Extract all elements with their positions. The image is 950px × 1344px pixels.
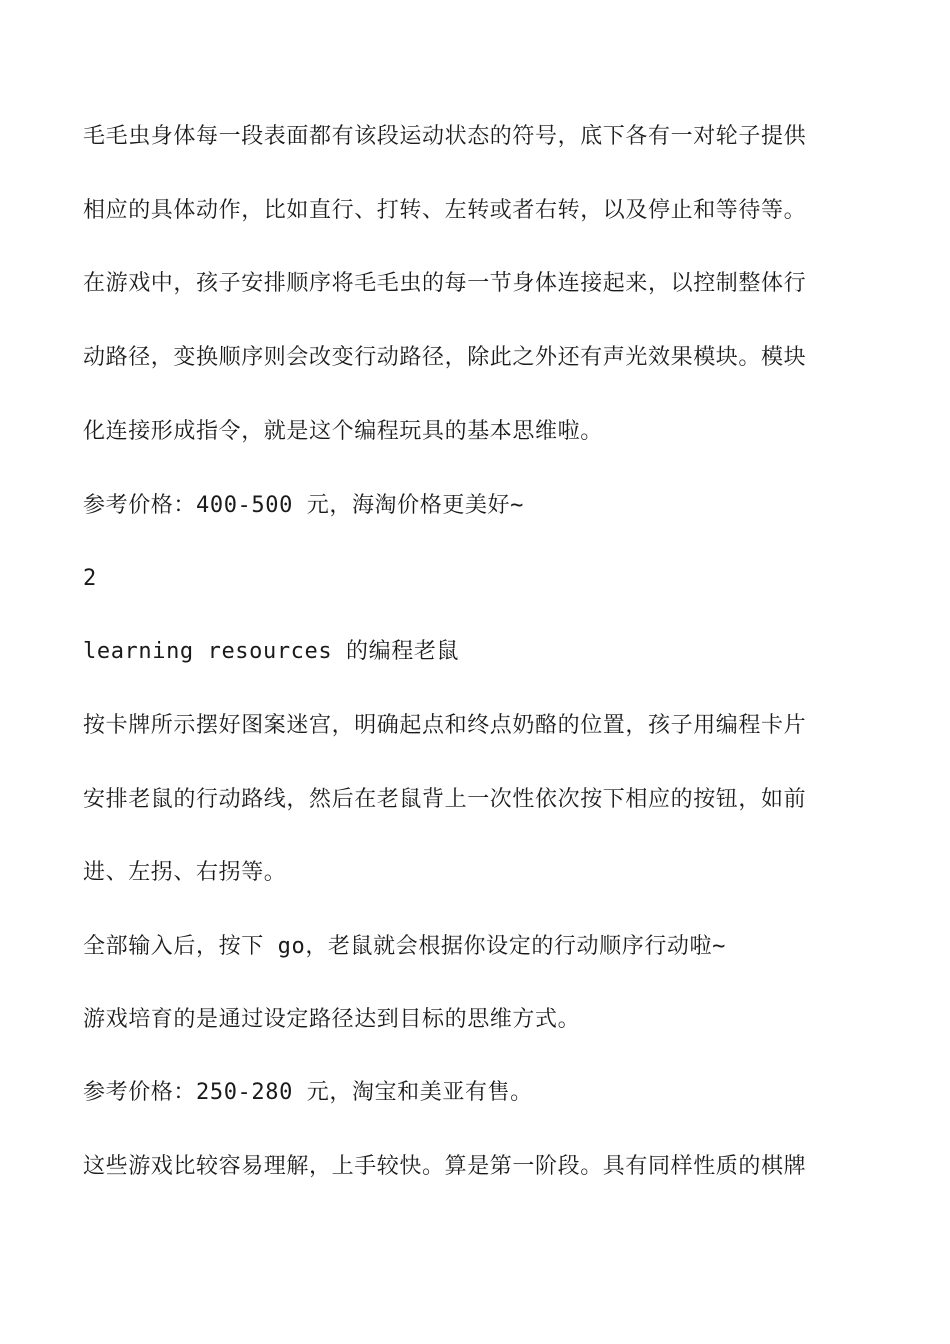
paragraph-line-6: 按卡牌所示摆好图案迷宫，明确起点和终点奶酪的位置，孩子用编程卡片	[83, 713, 807, 738]
paragraph-line-3: 在游戏中，孩子安排顺序将毛毛虫的每一节身体连接起来，以控制整体行	[83, 271, 807, 296]
paragraph-line-4: 动路径，变换顺序则会改变行动路径，除此之外还有声光效果模块。模块	[83, 345, 807, 370]
price-line-1: 参考价格：400-500 元，海淘价格更美好~	[83, 493, 525, 518]
paragraph-line-9: 全部输入后，按下 go，老鼠就会根据你设定的行动顺序行动啦~	[83, 934, 726, 959]
price-line-2: 参考价格：250-280 元，淘宝和美亚有售。	[83, 1080, 533, 1105]
paragraph-line-7: 安排老鼠的行动路线，然后在老鼠背上一次性依次按下相应的按钮，如前	[83, 787, 807, 812]
section-title: learning resources 的编程老鼠	[83, 639, 460, 664]
paragraph-line-8: 进、左拐、右拐等。	[83, 860, 287, 885]
paragraph-line-1: 毛毛虫身体每一段表面都有该段运动状态的符号，底下各有一对轮子提供	[83, 124, 807, 149]
paragraph-line-5: 化连接形成指令，就是这个编程玩具的基本思维啦。	[83, 419, 603, 444]
section-number: 2	[83, 566, 97, 591]
paragraph-line-10: 游戏培育的是通过设定路径达到目标的思维方式。	[83, 1007, 581, 1032]
paragraph-line-2: 相应的具体动作，比如直行、打转、左转或者右转，以及停止和等待等。	[83, 198, 807, 223]
paragraph-line-11: 这些游戏比较容易理解，上手较快。算是第一阶段。具有同样性质的棋牌	[83, 1154, 807, 1179]
